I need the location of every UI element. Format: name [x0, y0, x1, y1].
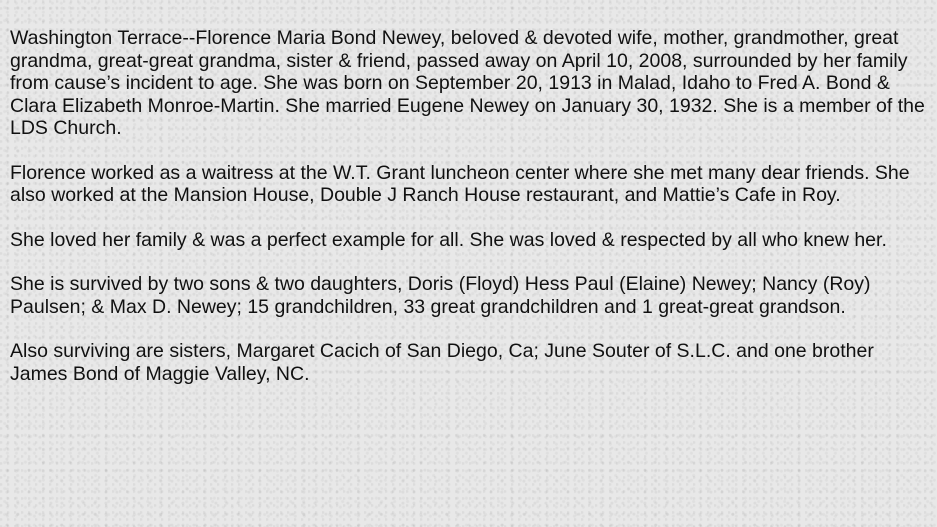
paragraph-siblings: Also surviving are sisters, Margaret Cacich of San Diego, Ca; June Souter of S.L.C. and one brother James Bond of Maggie Valley, NC. — [10, 340, 874, 385]
paragraph-work: Florence worked as a waitress at the W.T. Grant luncheon center where she met many dear friends. She also worked at the Mansion House, Double J Ranch House restaurant, and Mattie’s Cafe in Roy. — [10, 161, 910, 206]
paragraph-biography: Washington Terrace--Florence Maria Bond Newey, beloved & devoted wife, mother, grandmother, great grandma, great-great grandma, sister & friend, passed away on April 10, 2008, surrounded by her family from cause’s incident to age. She was born on September 20, 1913 in Malad, Idaho to Fred A. Bond & Clara Elizabeth Monroe-Martin. She married Eugene Newey on January 30, 1932. She is a member of the LDS Church. — [10, 27, 925, 139]
paragraph-survived-by: She is survived by two sons & two daughters, Doris (Floyd) Hess Paul (Elaine) Newey; Nancy (Roy) Paulsen; & Max D. Newey; 15 grandchildren, 33 great grandchildren and 1 great-great grandson. — [10, 273, 871, 318]
paragraph-family-love: She loved her family & was a perfect example for all. She was loved & respected by all who knew her. — [10, 228, 887, 251]
